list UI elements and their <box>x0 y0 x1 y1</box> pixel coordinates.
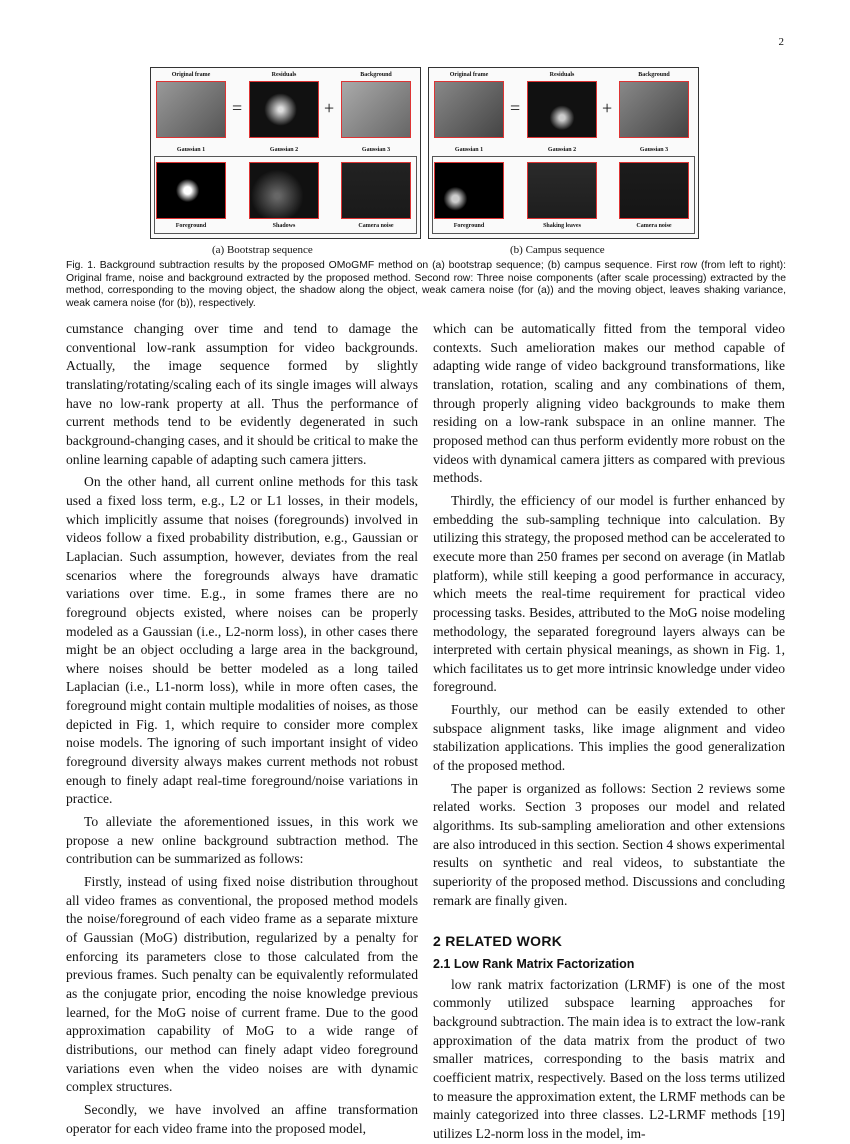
paragraph: Secondly, we have involved an affine transformation operator for each video frame into the proposed model, <box>66 1101 418 1136</box>
noise-components-box <box>432 156 695 234</box>
paragraph: which can be automatically fitted from the temporal video contexts. Such amelioration makes our method capable of adapting wide range of video background transformations, like translation, rotation, scaling and any combinations of them, through properly aligning video backgrounds to make them residing on a low-rank subspace in an online manner. The proposed method can thus perform evidently more robust on the videos with dynamical camera jitters as compared with previous methods. <box>433 321 785 486</box>
paragraph: Thirdly, the efficiency of our model is further enhanced by embedding the sub-sampling technique into calculation. By utilizing this strategy, the proposed method can be accelerated to execute more than 250 frames per second on average (in Matlab platform), while still keeping a good performance in accuracy, which meets the real-time requirement for practical video processing tasks. Besides, attributed to the MoG noise modeling methodology, the separated foreground layers always can be interpreted with certain physical meanings, as shown in Fig. 1, which facilitates us to get more intrinsic knowledge under video foreground. <box>433 492 785 695</box>
gaussian-label: Gaussian 1 <box>176 147 206 153</box>
right-column <box>433 320 785 1144</box>
page-number: 2 <box>778 36 784 48</box>
top-label: Background <box>638 72 670 78</box>
figure-caption: Fig. 1. Background subtraction results by the proposed OMoGMF method on (a) bootstrap sequence; (b) campus sequence. First row (from left to right): Original frame, noise and background extracted by the proposed method. Second row: Three noise components (after scale processing) extracted by the method, corresponding to the moving object, the shadow along the object, weak camera noise (for (a)) and the moving object, leaves shaking variance, weak camera noise (for (b)), respectively. <box>66 260 786 309</box>
top-label: Original frame <box>171 72 211 78</box>
plus-sign: + <box>602 98 613 118</box>
bottom-label: Foreground <box>453 223 485 229</box>
subcaption-b: (b) Campus sequence <box>510 244 605 256</box>
bottom-label: Camera noise <box>358 223 394 229</box>
subsection-heading: 2.1 Low Rank Matrix Factorization <box>433 957 635 971</box>
bottom-label: Camera noise <box>636 223 672 229</box>
frame-image <box>434 81 504 138</box>
frame-image <box>619 81 689 138</box>
paragraph: low rank matrix factorization (LRMF) is one of the most commonly utilized subspace learning approaches for background subtraction. The main idea is to extract the low-rank approximation of the data matrix from the product of two smaller matrices, corresponding to the basis matrix and coefficient matrix, respectively. Based on the loss terms utilized to measure the approximation extent, the LRMF methods can be mainly categorized into three classes. L2-LRMF methods [19] utilizes L2-norm loss in the model, im- <box>433 976 785 1141</box>
paragraph: On the other hand, all current online methods for this task used a fixed loss term, e.g., L2 or L1 losses, in their models, which implicitly assume that noises (foregrounds) involved in videos follow a fixed probability distribution, e.g., Gaussian or Laplacian. Such assumption, however, deviates from the real scenarios where the foregrounds always have dramatic variations over time. E.g., in some frames there are no foreground objects existed, where noises can be properly modeled as a Gaussian (i.e., L2-norm loss), in other cases there might be an object occluding a large area in the background, where noises should be better modeled as a long tailed Laplacian (i.e., L1-norm loss), while in more often cases, the foreground might contain multiple modalities of noises, as those depicted in Fig. 1, which require to consider more complex noise models. The ignoring of such important insight of video foreground diversity always makes current methods not robust enough to finely adapt real-time foreground/noise variations in practice. <box>66 474 418 807</box>
top-label: Residuals <box>271 72 297 78</box>
frame-image <box>341 81 411 138</box>
left-column <box>66 320 418 1138</box>
frame-image <box>527 81 597 138</box>
figure-panel-b <box>428 67 699 239</box>
plus-sign: + <box>324 98 335 118</box>
gaussian-label: Gaussian 3 <box>639 147 669 153</box>
bottom-label: Shadows <box>272 223 296 229</box>
gaussian-label: Gaussian 1 <box>454 147 484 153</box>
paragraph: To alleviate the aforementioned issues, in this work we propose a new online background subtraction method. The contribution can be summarized as follows: <box>66 814 418 867</box>
gaussian-label: Gaussian 2 <box>269 147 299 153</box>
equals-sign: = <box>232 98 243 118</box>
frame-image <box>156 81 226 138</box>
bottom-label: Foreground <box>175 223 207 229</box>
top-label: Residuals <box>549 72 575 78</box>
paragraph: cumstance changing over time and tend to damage the conventional low-rank assumption for video backgrounds. Actually, the image sequence formed by slightly translating/rotating/scaling each of its single images will always have no low-rank property at all. Thus the performance of current methods tend to be evidently degenerated in such background-changing cases, and it should be critical to make the online learning capable of adapting such camera jitters. <box>66 321 418 467</box>
top-label: Original frame <box>449 72 489 78</box>
gaussian-label: Gaussian 2 <box>547 147 577 153</box>
paragraph: Fourthly, our method can be easily extended to other subspace alignment tasks, like image alignment and video stabilization applications. This implies the good generalization of the proposed method. <box>433 702 785 774</box>
bottom-label: Shaking leaves <box>543 223 581 229</box>
section-heading: 2 RELATED WORK <box>433 933 563 950</box>
figure-panel-a <box>150 67 421 239</box>
paragraph: The paper is organized as follows: Section 2 reviews some related works. Section 3 proposes our model and related algorithms. Its sub-sampling amelioration and other extensions are also introduced in this section. Section 4 shows experimental results on synthetic and real videos, to substantiate the superiority of the proposed method. Discussions and concluding remark are finally given. <box>433 780 785 908</box>
subcaption-a: (a) Bootstrap sequence <box>212 244 313 256</box>
gaussian-label: Gaussian 3 <box>361 147 391 153</box>
noise-components-box <box>154 156 417 234</box>
paragraph: Firstly, instead of using fixed noise distribution throughout all video frames as conventional, the proposed method models the noise/foreground of each video frame as a separate mixture of Gaussian (MoG) distribution, regularized by a penalty for enforcing its parameters close to those calculated from the previous frames. Such penalty can be equivalently reformulated as the conjugate prior, encoding the noise knowledge previous learned, for the MoG noise of current frame. Due to the good approximation capability of MoG to a wide range of distributions, our method can finely adapt video foreground variations even when the video noises are with dynamic complex structures. <box>66 874 418 1095</box>
frame-image <box>249 81 319 138</box>
equals-sign: = <box>510 98 521 118</box>
top-label: Background <box>360 72 392 78</box>
